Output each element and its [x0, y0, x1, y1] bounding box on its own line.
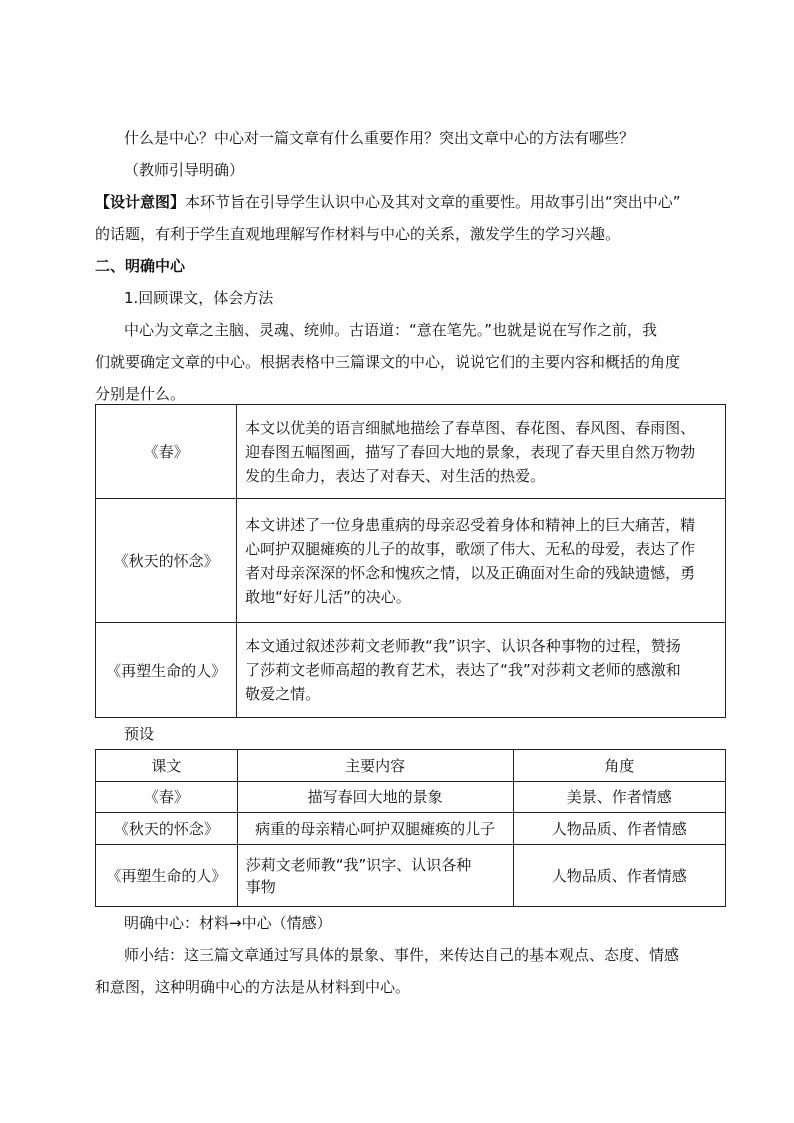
clear-center-line: 明确中心：材料→中心（情感）: [124, 914, 332, 932]
table-row: [96, 405, 726, 499]
angle-cell: 美景、作者情感: [513, 782, 725, 813]
summary-line: 迎春图五幅图画，描写了春回大地的景象，表现了春天里自然万物勃: [245, 442, 696, 461]
angle-cell: 人物品质、作者情感: [513, 845, 725, 907]
design-intent-text: 本环节旨在引导学生认识中心及其对文章的重要性。用故事引出“突出中心”: [185, 193, 681, 211]
lesson-title-cell: 《秋天的怀念》: [96, 813, 238, 845]
lesson-summary-table: [95, 404, 726, 718]
column-header: 课文: [96, 750, 238, 782]
table-header-row: [96, 750, 726, 782]
summary-line-2: 和意图，这种明确中心的方法是从材料到中心。: [95, 978, 411, 996]
design-intent-line-1: [95, 192, 681, 212]
summary-line: 敢地“好好儿活”的决心。: [245, 587, 411, 606]
paragraph-line-3: 分别是什么。: [95, 385, 186, 403]
lesson-title-cell: 《春》: [96, 782, 238, 813]
intro-question: 什么是中心？中心对一篇文章有什么重要作用？突出文章中心的方法有哪些？: [124, 129, 635, 147]
summary-line: 者对母亲深深的怀念和愧疚之情，以及正确面对生命的残缺遗憾，勇: [245, 563, 696, 582]
design-intent-label: 【设计意图】: [95, 193, 186, 211]
paragraph-line-2: 们就要确定文章的中心。根据表格中三篇课文的中心，说说它们的主要内容和概括的角度: [95, 353, 681, 371]
column-header: 主要内容: [237, 750, 513, 782]
lesson-summary-cell: [237, 499, 726, 623]
summary-line: 敬爱之情。: [245, 685, 321, 703]
section-heading: 二、明确中心: [95, 257, 186, 275]
column-header: 角度: [513, 750, 725, 782]
summary-line: 了莎莉文老师高超的教育艺术，表达了“我”对莎莉文老师的感激和: [245, 661, 681, 679]
lesson-summary-cell: [237, 405, 726, 499]
summary-line-1: 师小结：这三篇文章通过写具体的景象、事件，来传达自己的基本观点、态度、情感: [124, 946, 680, 964]
lesson-summary-cell: [237, 623, 726, 718]
table-row: [96, 623, 726, 718]
summary-line: 发的生命力，表达了对春天、对生活的热爱。: [245, 466, 546, 485]
lesson-title-cell: 《春》: [96, 405, 237, 499]
content-cell: 描写春回大地的景象: [237, 782, 513, 813]
subsection-heading: 1.回顾课文，体会方法: [124, 289, 274, 307]
summary-line: 本文通过叙述莎莉文老师教“我”识字、认识各种事物的过程，赞扬: [245, 637, 681, 655]
summary-line: 本文讲述了一位身患重病的母亲忍受着身体和精神上的巨大痛苦，精: [245, 515, 696, 534]
table-row: [96, 813, 726, 845]
content-cell: [237, 845, 513, 907]
preset-label: 预设: [124, 725, 155, 743]
content-line: 莎莉文老师教“我”识字、认识各种: [245, 855, 472, 874]
content-cell: 病重的母亲精心呵护双腿瘫痪的儿子: [237, 813, 513, 845]
summary-line: 心呵护双腿瘫痪的儿子的故事，歌颂了伟大、无私的母爱，表达了作: [245, 539, 696, 558]
preset-table: [95, 749, 726, 907]
paragraph-line-1: 中心为文章之主脑、灵魂、统帅。古语道：“意在笔先。”也就是说在写作之前，我: [124, 321, 658, 339]
content-line: 事物: [245, 877, 276, 896]
angle-cell: 人物品质、作者情感: [513, 813, 725, 845]
table-row: [96, 845, 726, 907]
design-intent-line-2: 的话题，有利于学生直观地理解写作材料与中心的关系，激发学生的学习兴趣。: [95, 225, 621, 243]
table-row: [96, 499, 726, 623]
table-row: [96, 782, 726, 813]
summary-line: 本文以优美的语言细腻地描绘了春草图、春花图、春风图、春雨图、: [245, 418, 696, 437]
lesson-title-cell: 《再塑生命的人》: [96, 623, 237, 718]
lesson-title-cell: 《再塑生命的人》: [96, 845, 238, 907]
lesson-title-cell: 《秋天的怀念》: [96, 499, 237, 623]
teacher-note: （教师引导明确）: [124, 161, 245, 179]
